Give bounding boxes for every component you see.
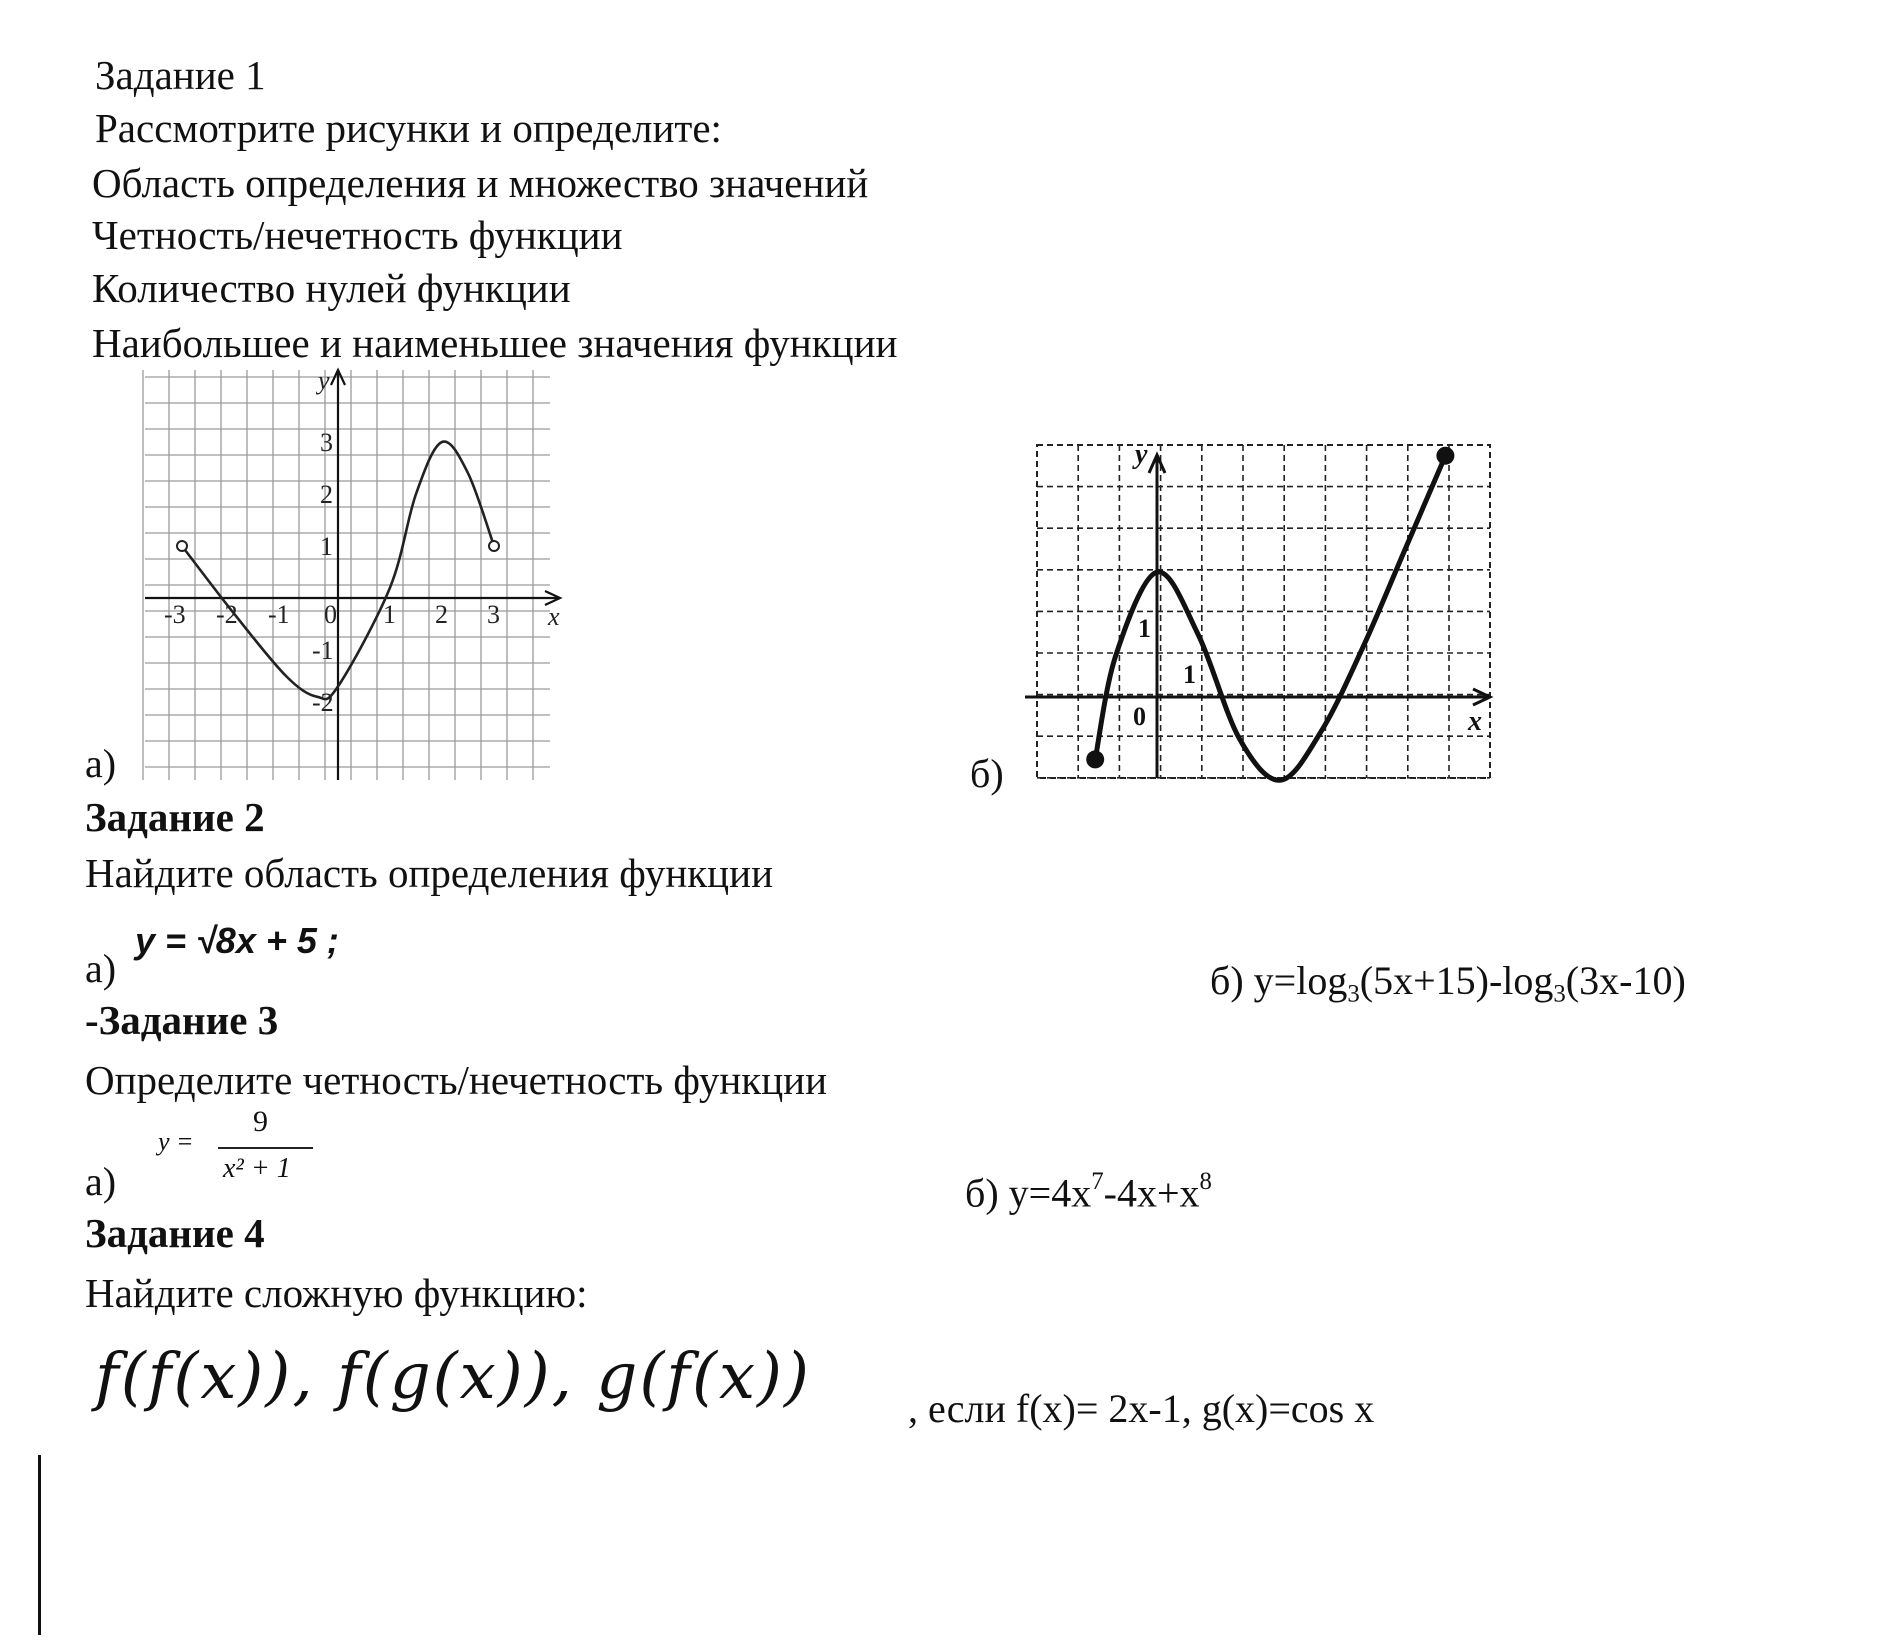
task2-title: Задание 2 — [85, 794, 265, 840]
task1-line-1: Рассмотрите рисунки и определите: — [95, 105, 722, 151]
task2-formula-b — [1210, 957, 1686, 1008]
graph-a-x-tick-label: 2 — [435, 600, 448, 629]
graph-a-x-tick-label: 3 — [487, 600, 500, 629]
graph-a-y-tick-label: -2 — [312, 688, 334, 717]
task1-title: Задание 1 — [95, 52, 266, 98]
task3-formula-a-numerator: 9 — [253, 1105, 268, 1138]
task3-formula-b-part1: y=4x — [1008, 1170, 1092, 1216]
task4-condition: , если f(x)= 2x-1, g(x)=cos x — [908, 1386, 1375, 1431]
graph-a-x-label: x — [548, 602, 560, 631]
task4-expressions: f(f(x)), f(g(x)), g(f(x)) — [95, 1340, 811, 1414]
task1-label-b: б) — [970, 751, 1004, 796]
graph-a-y-tick-label: 1 — [320, 532, 333, 561]
task2-formula-b-part3: (3x-10) — [1565, 958, 1686, 1003]
graph-b-x-tick-1: 1 — [1183, 660, 1196, 689]
graph-a-x-tick-label: -2 — [216, 600, 238, 629]
task4-line: Найдите сложную функцию: — [85, 1270, 588, 1316]
task1-label-a: а) — [85, 741, 117, 786]
task3-formula-b-exp1: 7 — [1091, 1168, 1104, 1195]
graph-b-grid — [1037, 445, 1490, 778]
task2-line: Найдите область определения функции — [85, 850, 774, 896]
task2-formula-b-part2: (5x+15)-log — [1359, 958, 1554, 1003]
graph-a-start-point — [177, 541, 187, 551]
graph-a-axes — [145, 370, 560, 780]
graph-b-x-label: x — [1468, 706, 1482, 737]
graph-a-y-label: y — [318, 366, 330, 395]
graph-b — [1025, 435, 1505, 790]
task3-formula-a — [158, 1105, 318, 1195]
task3-formula-b-part2: -4x+x — [1103, 1170, 1200, 1216]
graph-b-end-point — [1436, 447, 1454, 465]
task2-label-a: а) — [85, 946, 117, 991]
task3-formula-b-exp2: 8 — [1199, 1168, 1212, 1195]
graph-b-y-label: y — [1135, 439, 1148, 470]
task4-title: Задание 4 — [85, 1210, 265, 1256]
task3-formula-a-fraction-bar — [218, 1147, 313, 1149]
graph-a-y-tick-label: -1 — [312, 636, 334, 665]
graph-a-x-tick-label: -1 — [268, 600, 290, 629]
graph-a-x-tick-label: 0 — [324, 600, 337, 629]
graph-b-axes — [1025, 455, 1490, 778]
task2-formula-b-base2: 3 — [1553, 980, 1566, 1008]
task2-formula-a: y = √8x + 5 ; — [135, 920, 339, 961]
graph-a — [140, 365, 580, 785]
graph-b-start-point — [1086, 750, 1104, 768]
task2-label-b: б) — [1210, 958, 1244, 1003]
task1-line-5: Наибольшее и наименьшее значения функции — [92, 320, 898, 366]
task2-formula-b-base1: 3 — [1347, 980, 1360, 1008]
graph-a-y-tick-label: 3 — [320, 428, 333, 457]
graph-b-y-tick-1: 1 — [1138, 614, 1151, 643]
task3-label-b: б) — [965, 1170, 999, 1216]
task3-title: -Задание 3 — [85, 997, 279, 1043]
task3-formula-a-lhs: y = — [158, 1127, 194, 1156]
task3-formula-a-denominator: x² + 1 — [223, 1153, 291, 1184]
graph-a-x-tick-label: 1 — [383, 600, 396, 629]
graph-a-x-tick-label: -3 — [164, 600, 186, 629]
graph-a-y-tick-label: 2 — [320, 480, 333, 509]
graph-b-origin-label: 0 — [1133, 702, 1146, 731]
task3-line: Определите четность/нечетность функции — [85, 1057, 828, 1103]
task1-line-2: Область определения и множество значений — [92, 160, 869, 206]
task3-label-a: а) — [85, 1159, 117, 1204]
task2-formula-b-part1: y=log — [1253, 958, 1348, 1003]
task3-formula-b — [965, 1168, 1212, 1216]
scan-edge-line — [38, 1455, 41, 1635]
task1-line-3: Четность/нечетность функции — [92, 212, 623, 258]
task1-line-4: Количество нулей функции — [92, 265, 571, 311]
graph-a-end-point — [489, 541, 499, 551]
